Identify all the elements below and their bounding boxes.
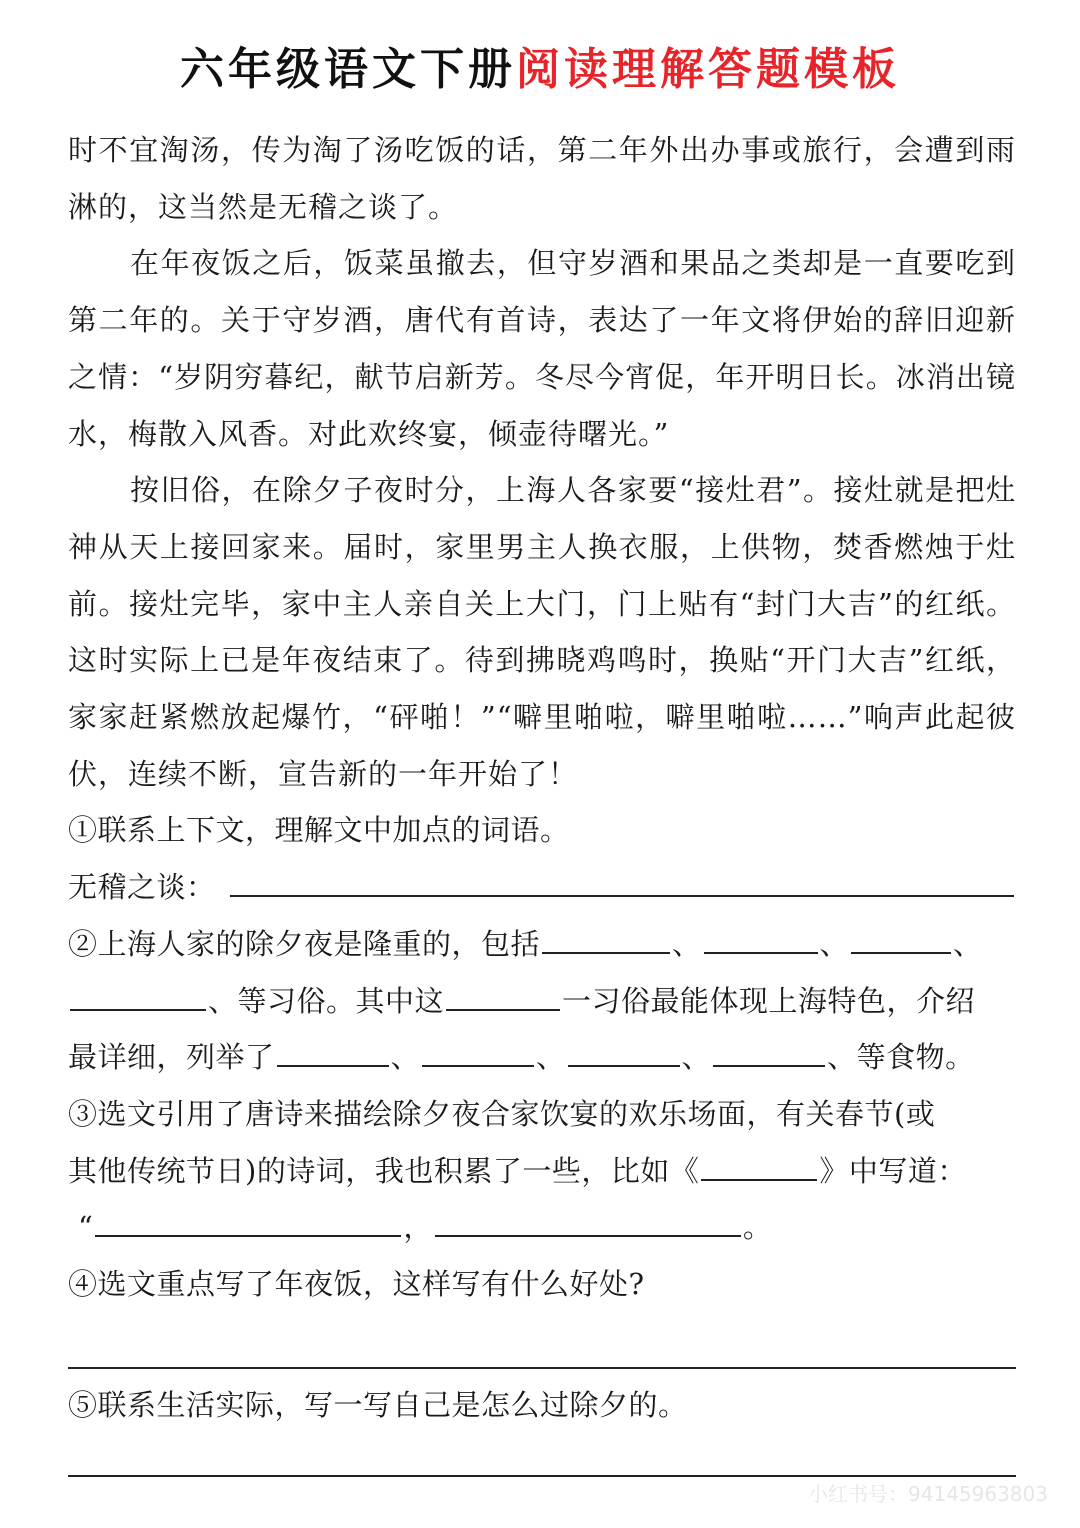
open-quote: “ [78, 1210, 94, 1245]
question-2-text-d: 最详细，列举了 [68, 1040, 275, 1075]
answer-blank-2h[interactable] [568, 1039, 680, 1067]
answer-line-4[interactable] [68, 1313, 1016, 1369]
answer-blank-3-title[interactable] [701, 1153, 817, 1181]
question-3-text-c: 》中写道： [819, 1153, 967, 1188]
separator: 、 [819, 926, 850, 961]
title-black: 六年级语文下册 [180, 44, 516, 95]
question-2 [68, 916, 1016, 1086]
question-3-text-a: ③选文引用了唐诗来描绘除夕夜合家饮宴的欢乐场面，有关春节(或 [68, 1096, 936, 1131]
period: 。 [742, 1210, 773, 1245]
question-1: ①联系上下文，理解文中加点的词语。 [68, 813, 570, 848]
passage-paragraph-2: 在年夜饭之后，饭菜虽撤去，但守岁酒和果品之类却是一直要吃到第二年的。关于守岁酒，唐代有首诗，表达了一年文将伊始的辞旧迎新之情：“岁阴穷暮纪，献节启新芳。冬尽今宵促，年开明日长。冰消出镜水，梅散入风香。对此欢终宴，倾壶待曙光。” [68, 246, 1016, 451]
comma: ， [403, 1210, 433, 1245]
question-2-text-a: ②上海人家的除夕夜是隆重的，包括 [68, 926, 541, 961]
question-2-text-b: 、等习俗。其中这 [208, 983, 445, 1018]
answer-line-5[interactable] [68, 1433, 1016, 1477]
passage-paragraph-1: 时不宜淘汤，传为淘了汤吃饭的话，第二年外出办事或旅行，会遭到雨淋的，这当然是无稽之谈了。 [68, 133, 1016, 224]
question-2-text-e: 、等食物。 [827, 1040, 975, 1075]
answer-blank-2c[interactable] [851, 926, 951, 954]
answer-blank-3-line2[interactable] [435, 1209, 741, 1237]
question-1-term: 无稽之谈： [68, 870, 216, 905]
separator: 、 [681, 1040, 712, 1075]
answer-blank-2e[interactable] [446, 983, 560, 1011]
question-2-text-c: 一习俗最能体现上海特色，介绍 [562, 983, 976, 1018]
answer-blank-1[interactable] [230, 869, 1014, 897]
separator: 、 [390, 1040, 421, 1075]
answer-blank-2i[interactable] [713, 1039, 825, 1067]
page-title [0, 40, 1080, 100]
answer-blank-2g[interactable] [422, 1039, 534, 1067]
separator: 、 [953, 926, 983, 961]
title-red: 阅读理解答题模板 [516, 44, 900, 95]
answer-blank-2f[interactable] [277, 1039, 389, 1067]
worksheet-body [68, 122, 1016, 1477]
separator: 、 [672, 926, 702, 961]
passage-paragraph-3: 按旧俗，在除夕子夜时分，上海人各家要“接灶君”。接灶就是把灶神从天上接回家来。届时，家里男主人换衣服，上供物，焚香燃烛于灶前。接灶完毕，家中主人亲自关上大门，门上贴有“封门大吉”的红纸。这时实际上已是年夜结束了。待到拂晓鸡鸣时，换贴“开门大吉”红纸，家家赶紧燃放起爆竹，“砰啪！”“噼里啪啦，噼里啪啦……”响声此起彼伏，连续不断，宣告新的一年开始了！ [68, 473, 1016, 791]
question-1-answer-row [68, 859, 1016, 916]
answer-blank-2d[interactable] [70, 983, 206, 1011]
question-4: ④选文重点写了年夜饭，这样写有什么好处? [68, 1267, 645, 1302]
question-5: ⑤联系生活实际，写一写自己是怎么过除夕的。 [68, 1387, 688, 1422]
question-3 [68, 1086, 1016, 1256]
answer-blank-3-line1[interactable] [95, 1209, 401, 1237]
watermark: 小红书号：94145963803 [808, 1482, 1048, 1506]
separator: 、 [536, 1040, 566, 1075]
answer-blank-2b[interactable] [704, 926, 818, 954]
question-3-text-b: 其他传统节日)的诗词，我也积累了一些，比如《 [68, 1153, 700, 1188]
answer-blank-2a[interactable] [542, 926, 670, 954]
